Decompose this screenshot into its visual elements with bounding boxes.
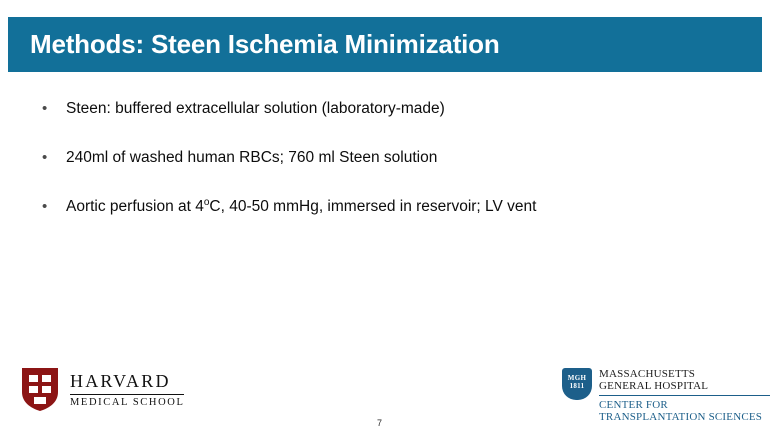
harvard-medical-school-logo [20, 366, 184, 412]
bullet-dot-icon: • [42, 198, 48, 215]
bullet-dot-icon: • [42, 149, 48, 166]
bullet-superscript: o [203, 196, 210, 208]
slide-title-bar [8, 17, 762, 72]
bullet-text [66, 196, 536, 218]
mgh-seal-icon [562, 368, 592, 400]
bullet-text-main: Steen: buffered extracellular solution (laboratory-made) [66, 100, 445, 117]
mgh-wordmark [599, 368, 770, 424]
mgh-center-line-2: TRANSPLANTATION SCIENCES [599, 411, 763, 423]
list-item [42, 147, 732, 169]
mgh-seal-line1: MGH [567, 374, 587, 382]
mgh-seal-line2: 1811 [569, 382, 585, 390]
mgh-divider [599, 395, 770, 396]
page-title: Methods: Steen Ischemia Minimization [30, 29, 500, 59]
harvard-subtitle: MEDICAL SCHOOL [70, 394, 184, 408]
bullet-dot-icon: • [42, 100, 48, 117]
mgh-center-line-1: CENTER FOR [599, 399, 668, 411]
harvard-shield-icon [20, 366, 60, 412]
mgh-line-1: MASSACHUSETTS [599, 368, 696, 380]
bullet-list [42, 98, 732, 245]
list-item [42, 196, 732, 218]
mgh-line-2: GENERAL HOSPITAL [599, 380, 709, 392]
list-item [42, 98, 732, 120]
bullet-text-tail: C, 40-50 mmHg, immersed in reservoir; LV vent [209, 198, 537, 215]
bullet-text [66, 147, 437, 169]
harvard-name: HARVARD [70, 370, 171, 391]
page-number: 7 [377, 418, 383, 428]
bullet-text [66, 98, 445, 120]
harvard-wordmark [70, 371, 184, 408]
bullet-text-main: Aortic perfusion at 4 [66, 198, 204, 215]
bullet-text-main: 240ml of washed human RBCs; 760 ml Steen solution [66, 149, 438, 166]
mgh-logo [562, 368, 770, 424]
